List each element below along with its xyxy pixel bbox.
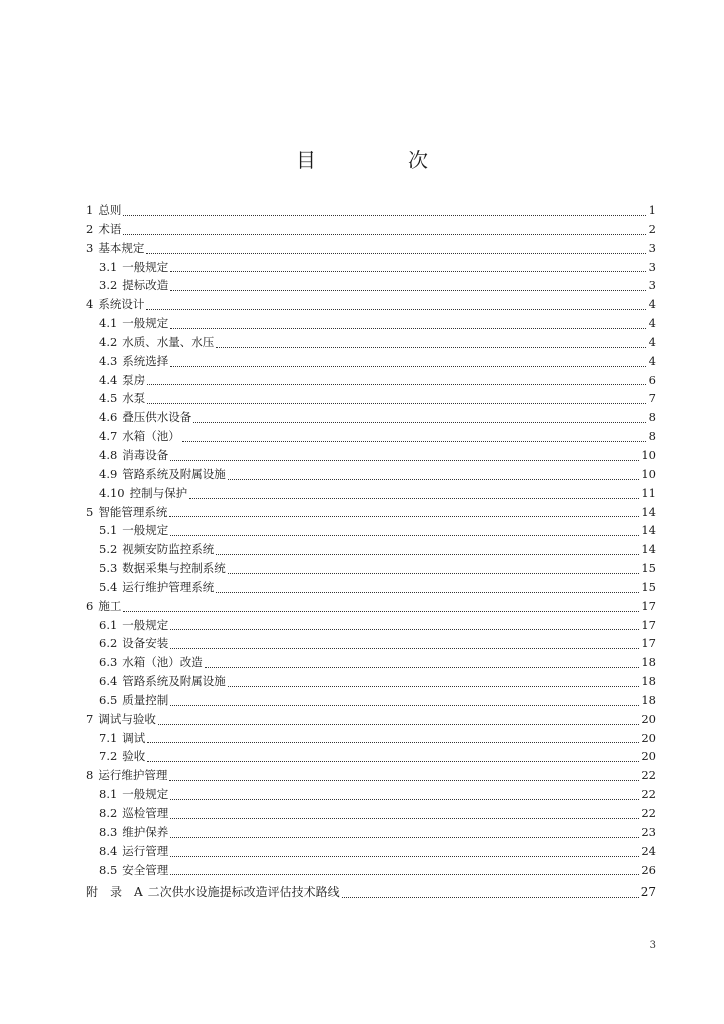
- toc-entry: [86, 408, 656, 427]
- toc-dot-leader: [226, 465, 642, 484]
- toc-entry-number: 4.7: [99, 429, 118, 444]
- toc-entry: [86, 785, 656, 804]
- toc-entry-page: 10: [641, 466, 656, 481]
- toc-entry: [86, 484, 656, 503]
- toc-dot-leader: [214, 540, 641, 559]
- toc-entry: [86, 446, 656, 465]
- toc-entry-title: 一般规定: [122, 787, 169, 802]
- page-title: 目 次: [296, 148, 464, 172]
- toc-entry-number: 7.1: [99, 730, 118, 745]
- toc-entry-page: 18: [641, 674, 656, 689]
- toc-entry-number: 附 录 A: [86, 885, 143, 900]
- toc-dot-leader: [168, 314, 648, 333]
- toc-entry-title: 二次供水设施提标改造评估技术路线: [147, 885, 340, 900]
- toc-entry-number: 4.4: [99, 372, 118, 387]
- toc-entry: [86, 672, 656, 691]
- toc-entry-page: 22: [641, 787, 656, 802]
- toc-dot-leader: [168, 616, 641, 635]
- toc-entry-page: 2: [648, 221, 656, 236]
- toc-entry-number: 5.2: [99, 542, 118, 557]
- toc-entry-title: 提标改造: [122, 278, 169, 293]
- toc-entry-page: 18: [641, 655, 656, 670]
- toc-entry-title: 调试与验收: [98, 711, 156, 726]
- toc-entry: [86, 729, 656, 748]
- toc-entry-title: 运行维护管理: [98, 768, 168, 783]
- toc-dot-leader: [168, 842, 641, 861]
- toc-dot-leader: [226, 672, 642, 691]
- toc-entry-title: 一般规定: [122, 617, 169, 632]
- toc-dot-leader: [168, 804, 641, 823]
- toc-entry-page: 14: [641, 504, 656, 519]
- toc-dot-leader: [167, 766, 641, 785]
- toc-entry-number: 5.3: [99, 561, 118, 576]
- toc-entry-page: 15: [641, 579, 656, 594]
- toc-dot-leader: [145, 389, 648, 408]
- toc-entry-page: 10: [641, 447, 656, 462]
- toc-entry-page: 18: [641, 692, 656, 707]
- toc-entry: [86, 653, 656, 672]
- toc-entry-page: 4: [648, 316, 656, 331]
- toc-entry: [86, 276, 656, 295]
- toc-entry-title: 一般规定: [122, 259, 169, 274]
- toc-entry-page: 14: [641, 523, 656, 538]
- toc-entry-page: 6: [648, 372, 656, 387]
- page-number: 3: [649, 940, 656, 951]
- toc-entry-title: 巡检管理: [122, 806, 169, 820]
- toc-entry-page: 11: [641, 485, 656, 500]
- toc-entry-page: 17: [641, 598, 656, 613]
- toc-entry: [86, 597, 656, 616]
- toc-entry-page: 15: [641, 561, 656, 576]
- toc-entry: [86, 842, 656, 861]
- toc-entry-number: 7: [86, 711, 94, 726]
- toc-entry-title: 数据采集与控制系统: [122, 561, 226, 576]
- toc-entry-number: 5.4: [99, 579, 118, 594]
- toc-entry: [86, 521, 656, 540]
- toc-dot-leader: [168, 352, 648, 371]
- toc-entry-number: 4.6: [99, 410, 118, 425]
- toc-entry-title: 验收: [122, 749, 146, 764]
- toc-dot-leader: [214, 578, 641, 597]
- toc-entry-number: 6.2: [99, 636, 118, 651]
- toc-dot-leader: [145, 729, 641, 748]
- toc-dot-leader: [144, 295, 648, 314]
- toc-entry-title: 质量控制: [122, 692, 169, 707]
- toc-dot-leader: [203, 653, 642, 672]
- toc-entry-number: 6: [86, 598, 94, 613]
- toc-entry-number: 8.3: [99, 824, 118, 839]
- toc-entry: [86, 220, 656, 239]
- toc-entry-number: 4.3: [99, 353, 118, 368]
- toc-entry: [86, 333, 656, 352]
- toc-entry-title: 运行维护管理系统: [122, 579, 215, 594]
- toc-entry-page: 7: [648, 391, 656, 406]
- toc-entry-title: 设备安装: [122, 636, 169, 651]
- toc-entry-title: 管路系统及附属设施: [122, 466, 226, 481]
- toc-entry-title: 施工: [98, 598, 122, 613]
- toc-entry: [86, 634, 656, 653]
- toc-entry-title: 一般规定: [122, 523, 169, 538]
- toc-entry-title: 管路系统及附属设施: [122, 674, 226, 689]
- toc-entry-number: 8.1: [99, 787, 118, 802]
- toc-dot-leader: [144, 239, 648, 258]
- toc-entry-title: 系统设计: [98, 297, 145, 312]
- toc-dot-leader: [340, 883, 641, 902]
- toc-entry-page: 23: [641, 824, 656, 839]
- toc-entry-number: 8.2: [99, 806, 118, 820]
- toc-dot-leader: [187, 484, 641, 503]
- toc-entry: [86, 503, 656, 522]
- toc-entry-number: 4.8: [99, 447, 118, 462]
- toc-entry-page: 4: [648, 353, 656, 368]
- toc-dot-leader: [168, 258, 648, 277]
- toc-entry-number: 6.1: [99, 617, 118, 632]
- toc-entry-title: 基本规定: [98, 240, 145, 255]
- toc-entry-title: 水箱（池）改造: [122, 655, 203, 670]
- toc-entry-page: 26: [641, 862, 656, 877]
- toc-entry-page: 1: [648, 203, 656, 217]
- toc-entry-page: 3: [648, 259, 656, 274]
- toc-dot-leader: [121, 597, 641, 616]
- toc-entry-title: 水箱（池）: [122, 429, 180, 444]
- toc-dot-leader: [226, 559, 642, 578]
- toc-entry: [86, 465, 656, 484]
- toc-entry-number: 6.5: [99, 692, 118, 707]
- toc-entry-page: 4: [648, 334, 656, 349]
- toc-entry-page: 8: [648, 429, 656, 444]
- toc-entry-title: 维护保养: [122, 824, 169, 839]
- toc-entry-page: 4: [648, 297, 656, 312]
- toc-entry-number: 4.9: [99, 466, 118, 481]
- toc-entry: [86, 559, 656, 578]
- toc-entry-title: 消毒设备: [122, 447, 169, 462]
- toc-dot-leader: [191, 408, 648, 427]
- toc-dot-leader: [145, 371, 648, 390]
- toc-entry-number: 4: [86, 297, 94, 312]
- toc-entry-title: 泵房: [122, 372, 146, 387]
- toc-dot-leader: [168, 276, 648, 295]
- toc-entry-title: 调试: [122, 730, 146, 745]
- toc-dot-leader: [168, 785, 641, 804]
- toc-dot-leader: [168, 446, 641, 465]
- toc-entry-title: 视频安防监控系统: [122, 542, 215, 557]
- toc-entry: [86, 766, 656, 785]
- toc-entry: [86, 747, 656, 766]
- toc-entry-number: 8: [86, 768, 94, 783]
- toc-entry-title: 智能管理系统: [98, 504, 168, 519]
- toc-entry-title: 术语: [98, 221, 122, 236]
- toc-entry-page: 20: [641, 749, 656, 764]
- toc-entry: [86, 352, 656, 371]
- toc-entry-title: 水泵: [122, 391, 146, 406]
- toc-entry-page: 24: [641, 843, 656, 858]
- toc-entry-title: 运行管理: [122, 843, 169, 858]
- toc-entry: [86, 258, 656, 277]
- toc-entry: [86, 239, 656, 258]
- toc-entry-title: 安全管理: [122, 862, 169, 877]
- toc-entry-page: 20: [641, 711, 656, 726]
- toc-entry-title: 总则: [98, 203, 122, 217]
- toc-entry: [86, 389, 656, 408]
- toc-dot-leader: [121, 201, 648, 220]
- toc-dot-leader: [167, 503, 641, 522]
- table-of-contents: [86, 201, 656, 902]
- toc-dot-leader: [168, 691, 641, 710]
- toc-entry: [86, 616, 656, 635]
- toc-entry: [86, 883, 656, 902]
- toc-entry-page: 20: [641, 730, 656, 745]
- toc-entry-number: 6.4: [99, 674, 118, 689]
- toc-entry-number: 4.10: [99, 485, 125, 500]
- toc-entry: [86, 427, 656, 446]
- toc-entry: [86, 371, 656, 390]
- toc-entry-page: 17: [641, 617, 656, 632]
- toc-entry-number: 2: [86, 221, 94, 236]
- toc-entry-page: 27: [640, 885, 656, 900]
- toc-entry-title: 一般规定: [122, 316, 169, 331]
- toc-dot-leader: [180, 427, 648, 446]
- toc-dot-leader: [168, 823, 641, 842]
- toc-entry-page: 3: [648, 278, 656, 293]
- toc-dot-leader: [214, 333, 648, 352]
- toc-entry-title: 控制与保护: [129, 485, 188, 500]
- toc-entry: [86, 295, 656, 314]
- toc-entry: [86, 540, 656, 559]
- toc-entry-number: 1: [86, 203, 94, 217]
- toc-dot-leader: [168, 861, 641, 880]
- toc-dot-leader: [121, 220, 648, 239]
- toc-dot-leader: [168, 634, 641, 653]
- toc-entry-number: 5: [86, 504, 94, 519]
- toc-entry: [86, 804, 656, 823]
- toc-entry-number: 4.5: [99, 391, 118, 406]
- toc-entry-title: 水质、水量、水压: [122, 334, 215, 349]
- toc-entry-page: 17: [641, 636, 656, 651]
- toc-entry-number: 3.2: [99, 278, 118, 293]
- toc-entry-page: 8: [648, 410, 656, 425]
- toc-entry-page: 22: [641, 768, 656, 783]
- toc-entry-number: 4.1: [99, 316, 118, 331]
- toc-entry-number: 3.1: [99, 259, 118, 274]
- toc-entry: [86, 578, 656, 597]
- toc-entry-number: 4.2: [99, 334, 118, 349]
- toc-entry: [86, 710, 656, 729]
- toc-entry-title: 叠压供水设备: [122, 410, 192, 425]
- toc-entry-title: 系统选择: [122, 353, 169, 368]
- toc-entry: [86, 201, 656, 220]
- toc-entry: [86, 691, 656, 710]
- toc-dot-leader: [145, 747, 641, 766]
- toc-entry-number: 6.3: [99, 655, 118, 670]
- toc-entry: [86, 314, 656, 333]
- toc-entry-number: 5.1: [99, 523, 118, 538]
- toc-entry-page: 22: [641, 806, 656, 820]
- toc-entry-number: 7.2: [99, 749, 118, 764]
- toc-entry-page: 3: [648, 240, 656, 255]
- toc-entry-page: 14: [641, 542, 656, 557]
- toc-entry-number: 8.5: [99, 862, 118, 877]
- toc-entry-number: 8.4: [99, 843, 118, 858]
- toc-dot-leader: [168, 521, 641, 540]
- toc-entry: [86, 861, 656, 880]
- toc-dot-leader: [156, 710, 642, 729]
- toc-entry: [86, 823, 656, 842]
- toc-entry-number: 3: [86, 240, 94, 255]
